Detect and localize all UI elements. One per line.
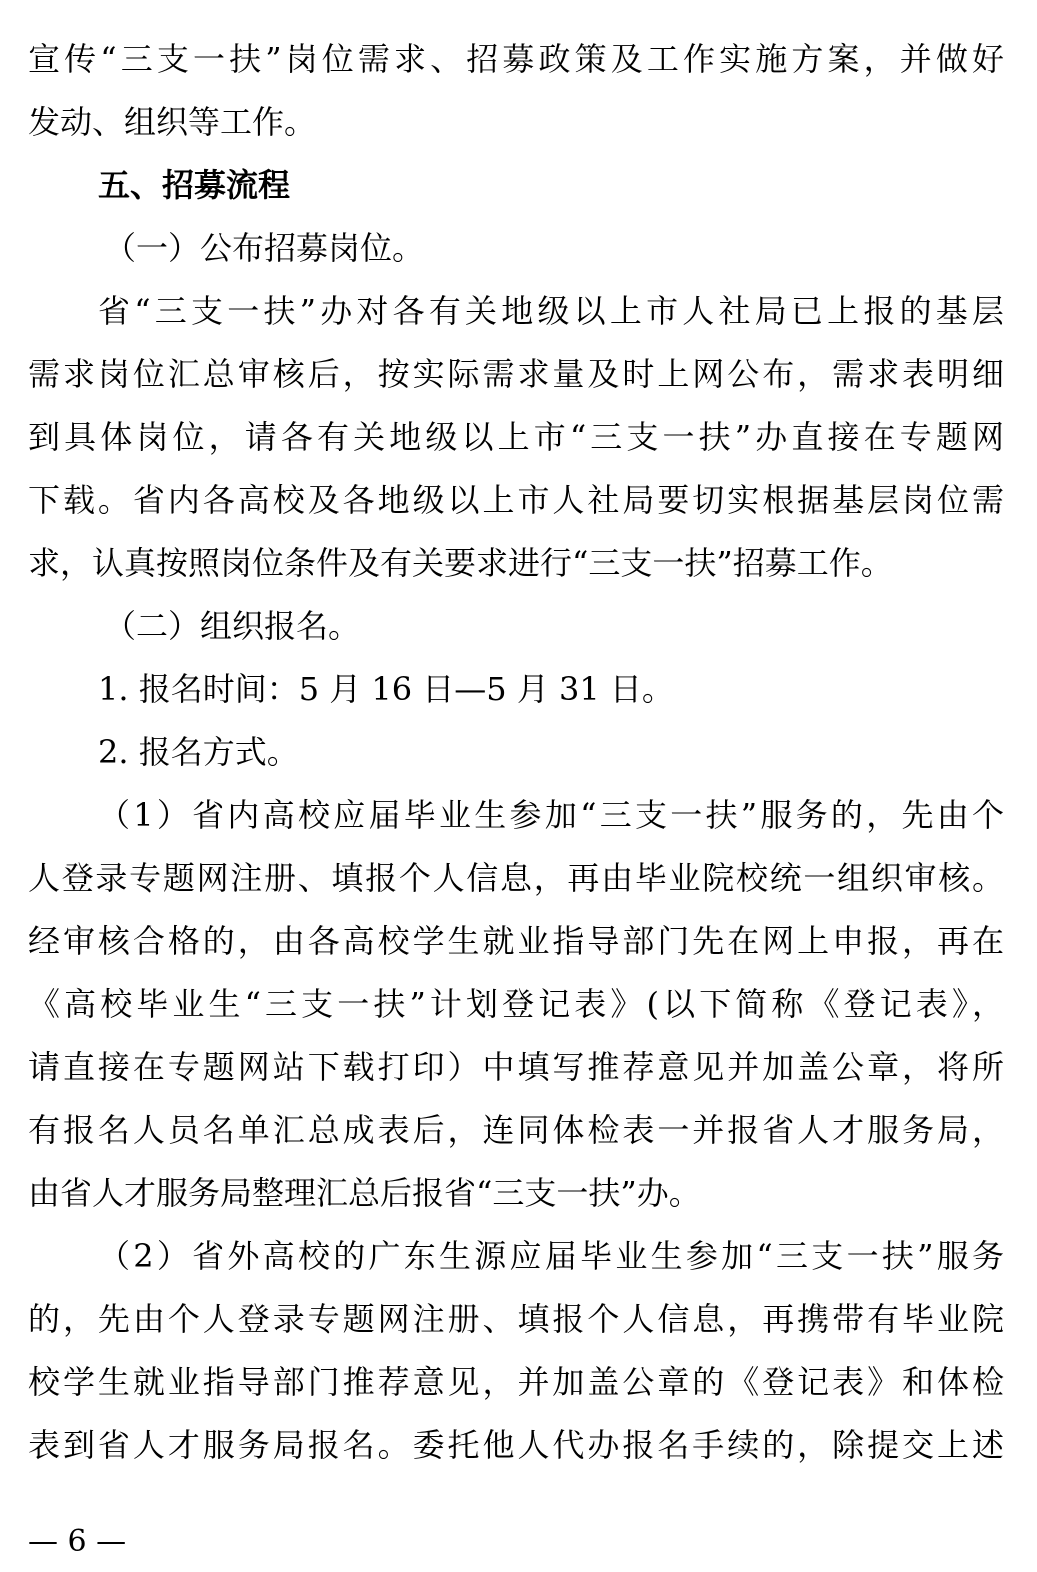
text-line: 由省人才服务局整理汇总后报省“三支一扶”办。	[28, 1174, 701, 1212]
text-line: 到具体岗位，请各有关地级以上市“三支一扶”办直接在专题网	[28, 418, 1004, 456]
text-line: 发动、组织等工作。	[28, 103, 317, 141]
text-line: 有报名人员名单汇总成表后，连同体检表一并报省人才服务局，	[28, 1111, 1004, 1149]
text-line: 求，认真按照岗位条件及有关要求进行“三支一扶”招募工作。	[28, 544, 893, 582]
document-page	[28, 28, 1004, 1477]
text-line: 表到省人才服务局报名。委托他人代办报名手续的，除提交上述	[28, 1426, 1004, 1464]
text-line: 经审核合格的，由各高校学生就业指导部门先在网上申报，再在	[28, 922, 1004, 960]
text-line: 校学生就业指导部门推荐意见，并加盖公章的《登记表》和体检	[28, 1363, 1004, 1401]
text-line: 请直接在专题网站下载打印）中填写推荐意见并加盖公章，将所	[28, 1048, 1004, 1086]
page-number: — 6 —	[28, 1524, 127, 1559]
text-line: 的，先由个人登录专题网注册、填报个人信息，再携带有毕业院	[28, 1300, 1004, 1338]
text-line: 需求岗位汇总审核后，按实际需求量及时上网公布，需求表明细	[28, 355, 1004, 393]
subsection-heading: （一）公布招募岗位。	[104, 229, 425, 267]
text-line: 下载。省内各高校及各地级以上市人社局要切实根据基层岗位需	[28, 481, 1004, 519]
text-line: 省“三支一扶”办对各有关地级以上市人社局已上报的基层	[98, 292, 1004, 330]
list-item: 2. 报名方式。	[98, 733, 299, 771]
text-line: （1）省内高校应届毕业生参加“三支一扶”服务的，先由个	[98, 796, 1004, 834]
text-line: 宣传“三支一扶”岗位需求、招募政策及工作实施方案，并做好	[28, 40, 1004, 78]
section-heading: 五、招募流程	[98, 166, 291, 204]
list-item: 1. 报名时间：5 月 16 日—5 月 31 日。	[98, 670, 674, 708]
subsection-heading: （二）组织报名。	[104, 607, 361, 645]
text-line: 人登录专题网注册、填报个人信息，再由毕业院校统一组织审核。	[28, 859, 1004, 897]
text-line: 《高校毕业生“三支一扶”计划登记表》(以下简称《登记表》，	[28, 985, 1004, 1023]
text-line: （2）省外高校的广东生源应届毕业生参加“三支一扶”服务	[98, 1237, 1004, 1275]
